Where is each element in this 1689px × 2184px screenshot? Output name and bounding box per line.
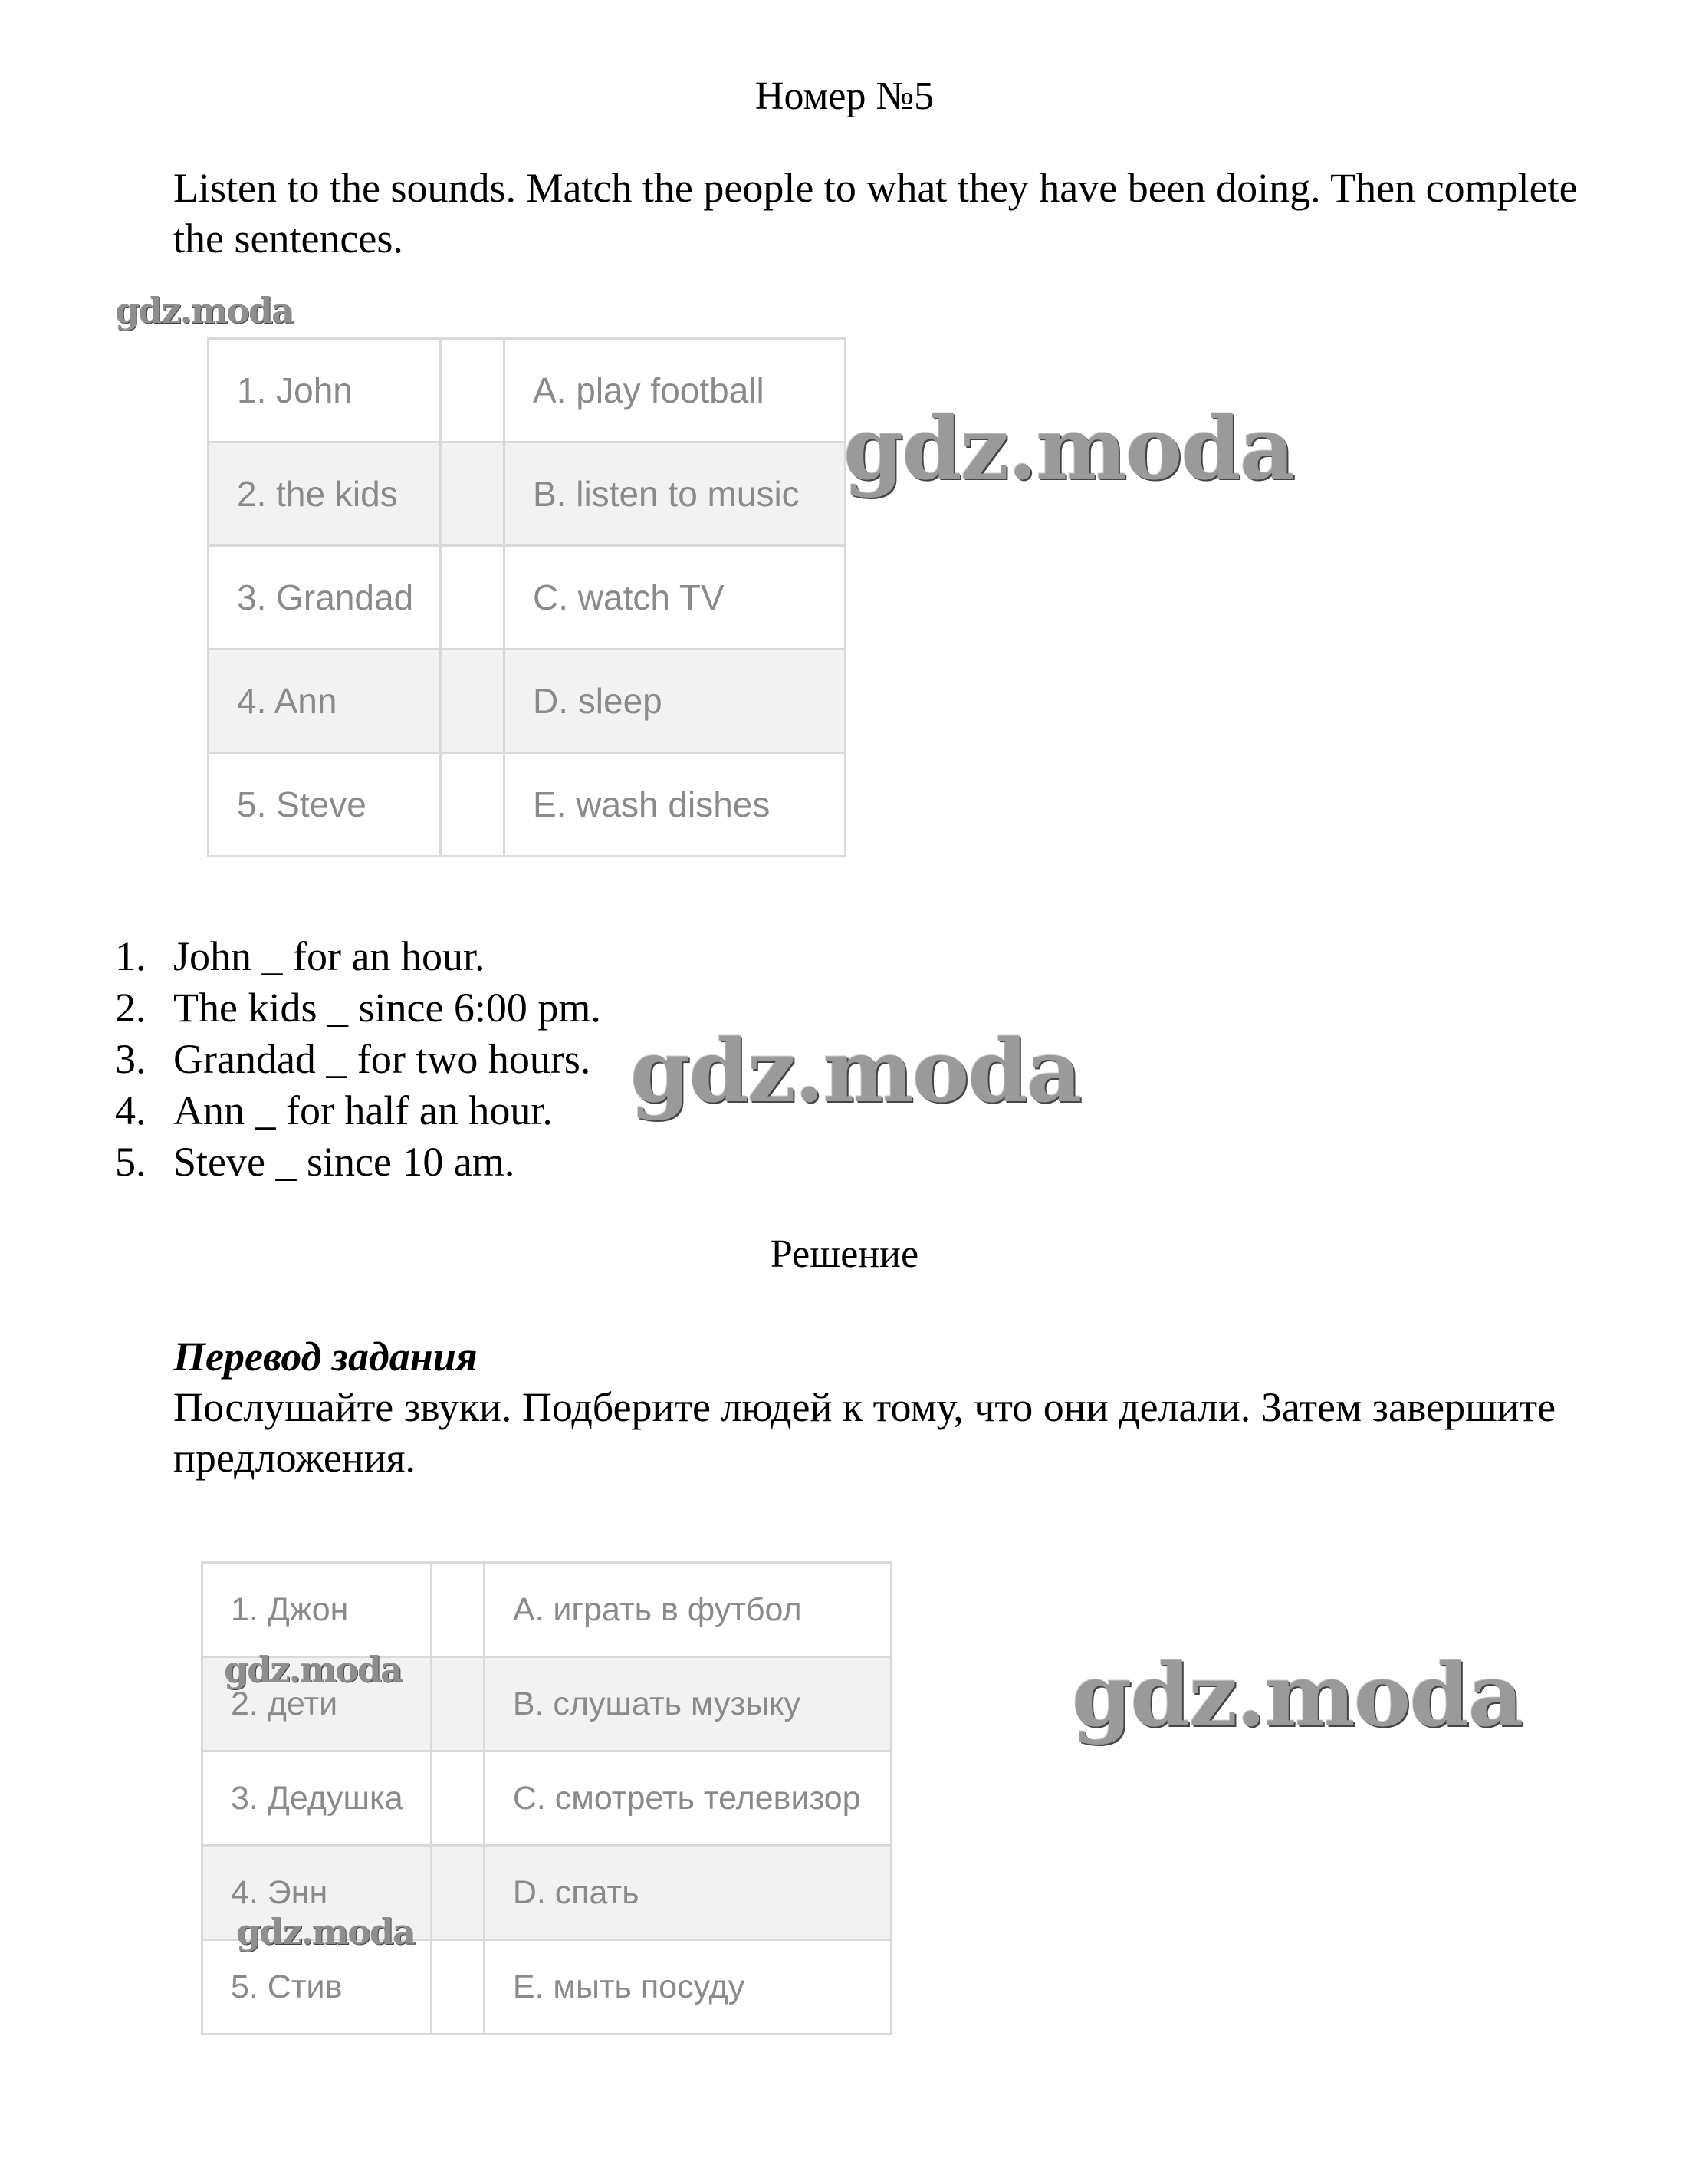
person-cell: 5. Steve — [209, 753, 441, 857]
person-cell: 4. Ann — [209, 650, 441, 753]
person-cell: 2. дети — [202, 1657, 432, 1751]
answer-cell — [432, 1751, 485, 1846]
answer-cell — [432, 1940, 485, 2034]
watermark-logo: gdz.moda — [115, 290, 293, 331]
watermark-logo: gdz.moda — [224, 1649, 402, 1690]
watermark-logo: gdz.moda — [1072, 1646, 1523, 1746]
item-number: 5. — [115, 1139, 146, 1185]
activity-cell: B. listen to music — [504, 442, 846, 546]
answer-cell — [441, 546, 504, 650]
activity-cell: E. wash dishes — [504, 753, 846, 857]
person-cell: 1. John — [209, 339, 441, 442]
person-cell: 3. Дедушка — [202, 1751, 432, 1846]
table-row — [209, 650, 846, 753]
table-row — [202, 1940, 892, 2034]
sentence-text: John _ for an hour. — [173, 933, 485, 979]
watermark-logo: gdz.moda — [843, 399, 1294, 499]
activity-cell: B. слушать музыку — [484, 1657, 891, 1751]
answer-cell — [441, 339, 504, 442]
person-cell: 4. Энн — [202, 1846, 432, 1940]
activity-cell: А. играть в футбол — [484, 1563, 891, 1657]
page-title: Номер №5 — [754, 74, 935, 118]
activity-cell: D. sleep — [504, 650, 846, 753]
answer-cell — [432, 1563, 485, 1657]
person-cell: 1. Джон — [202, 1563, 432, 1657]
task-instruction: Listen to the sounds. Match the people to what they have been doing. Then complete the sentences. — [173, 165, 1578, 261]
translation-table — [201, 1561, 892, 2035]
answer-cell — [432, 1657, 485, 1751]
item-number: 4. — [115, 1087, 146, 1133]
answer-cell — [441, 442, 504, 546]
activity-cell: A. play football — [504, 339, 846, 442]
matching-table — [207, 337, 846, 857]
sentence-text: Ann _ for half an hour. — [173, 1087, 553, 1133]
person-cell: 5. Стив — [202, 1940, 432, 2034]
answer-cell — [432, 1846, 485, 1940]
table-row — [209, 339, 846, 442]
sentence-text: The kids _ since 6:00 pm. — [173, 985, 601, 1031]
list-item — [115, 982, 601, 1034]
list-item — [115, 1034, 601, 1085]
watermark-logo: gdz.moda — [236, 1911, 414, 1952]
item-number: 1. — [115, 933, 146, 979]
table-row — [209, 753, 846, 857]
watermark-logo: gdz.moda — [630, 1021, 1081, 1122]
solution-heading: Решение — [770, 1232, 919, 1276]
activity-cell: D. спать — [484, 1846, 891, 1940]
answer-cell — [441, 753, 504, 857]
table-row — [202, 1563, 892, 1657]
person-cell: 2. the kids — [209, 442, 441, 546]
activity-cell: E. мыть посуду — [484, 1940, 891, 2034]
item-number: 3. — [115, 1036, 146, 1082]
list-item — [115, 1085, 601, 1136]
translation-text: Послушайте звуки. Подберите людей к тому, что они делали. Затем завершите предложения. — [173, 1384, 1556, 1481]
activity-cell: C. watch TV — [504, 546, 846, 650]
list-item — [115, 931, 601, 982]
table-row — [209, 546, 846, 650]
sentence-text: Grandad _ for two hours. — [173, 1036, 591, 1082]
item-number: 2. — [115, 985, 146, 1031]
answer-cell — [441, 650, 504, 753]
list-item — [115, 1136, 601, 1188]
person-cell: 3. Grandad — [209, 546, 441, 650]
sentence-list — [115, 931, 601, 1188]
table-row — [209, 442, 846, 546]
translation-heading: Перевод задания — [173, 1334, 478, 1380]
sentence-text: Steve _ since 10 am. — [173, 1139, 515, 1185]
activity-cell: C. смотреть телевизор — [484, 1751, 891, 1846]
table-row — [202, 1751, 892, 1846]
